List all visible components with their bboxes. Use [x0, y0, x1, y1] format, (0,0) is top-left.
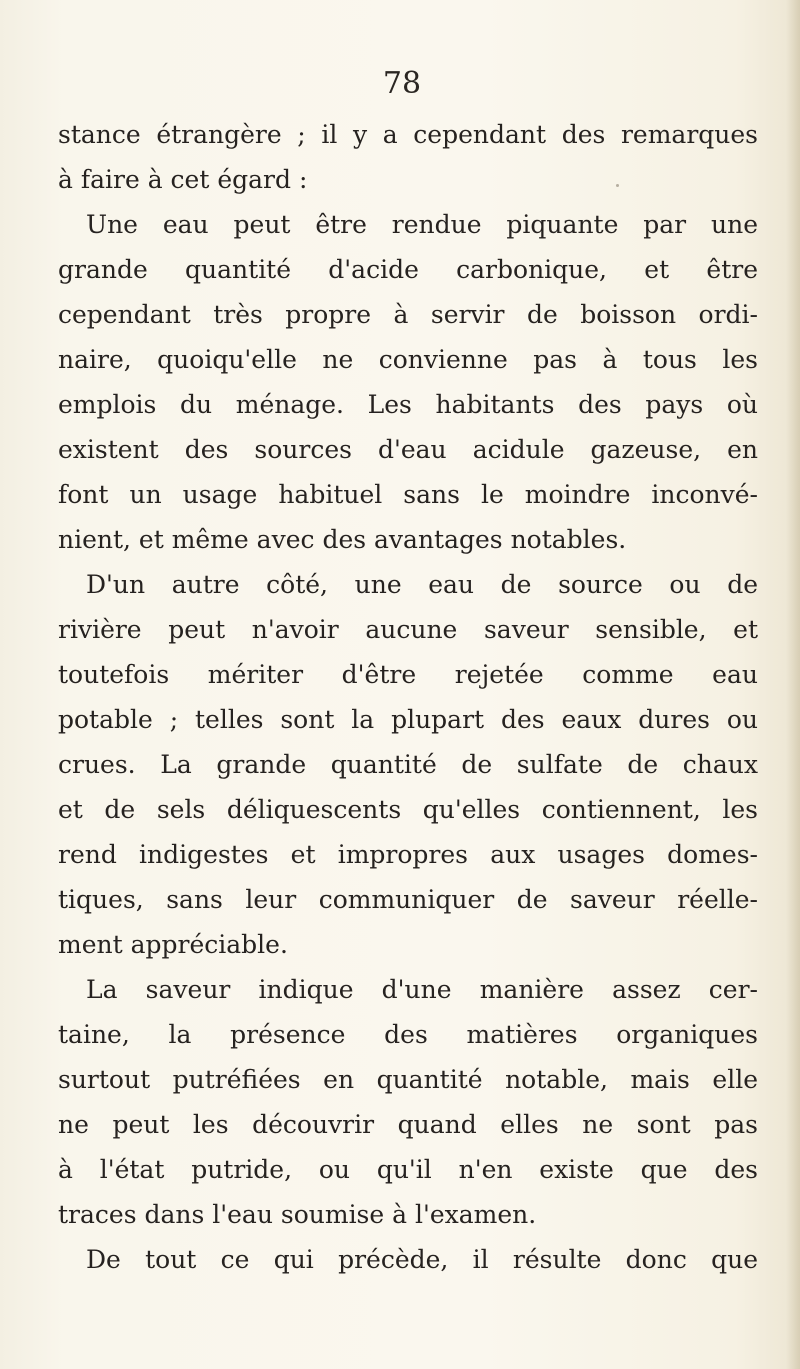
text-line: crues. La grande quantité de sulfate de chaux: [58, 750, 758, 779]
text-line: De tout ce qui précède, il résulte donc que: [86, 1245, 758, 1274]
text-line: Une eau peut être rendue piquante par une: [86, 210, 758, 239]
text-line: potable ; telles sont la plupart des eaux dures ou: [58, 705, 758, 734]
text-line: surtout putréfiées en quantité notable, mais elle: [58, 1065, 758, 1094]
text-line: traces dans l'eau soumise à l'examen.: [58, 1200, 537, 1229]
body-text: [58, 112, 758, 1282]
text-line: naire, quoiqu'elle ne convienne pas à tous les: [58, 345, 758, 374]
text-line: et de sels déliquescents qu'elles contiennent, les: [58, 795, 758, 824]
text-line: ne peut les découvrir quand elles ne sont pas: [58, 1110, 758, 1139]
text-line: tiques, sans leur communiquer de saveur réelle-: [58, 885, 758, 914]
text-line: à l'état putride, ou qu'il n'en existe que des: [58, 1155, 758, 1184]
text-line: emplois du ménage. Les habitants des pays où: [58, 390, 758, 419]
text-line: La saveur indique d'une manière assez cer-: [86, 975, 758, 1004]
text-line: grande quantité d'acide carbonique, et être: [58, 255, 758, 284]
text-line: rivière peut n'avoir aucune saveur sensible, et: [58, 615, 758, 644]
page-edge-shadow: [786, 0, 800, 1369]
text-line: D'un autre côté, une eau de source ou de: [86, 570, 758, 599]
page-number: 78: [382, 66, 422, 101]
text-line: taine, la présence des matières organiques: [58, 1020, 758, 1049]
text-line: stance étrangère ; il y a cependant des remarques: [58, 120, 758, 149]
text-line: existent des sources d'eau acidule gazeuse, en: [58, 435, 758, 464]
text-line: cependant très propre à servir de boisson ordi-: [58, 300, 758, 329]
text-line: nient, et même avec des avantages notables.: [58, 525, 627, 554]
text-line: ment appréciable.: [58, 930, 288, 959]
text-line: toutefois mériter d'être rejetée comme eau: [58, 660, 758, 689]
text-line: à faire à cet égard :: [58, 165, 308, 194]
text-line: rend indigestes et impropres aux usages domes-: [58, 840, 758, 869]
text-line: font un usage habituel sans le moindre inconvé-: [58, 480, 758, 509]
